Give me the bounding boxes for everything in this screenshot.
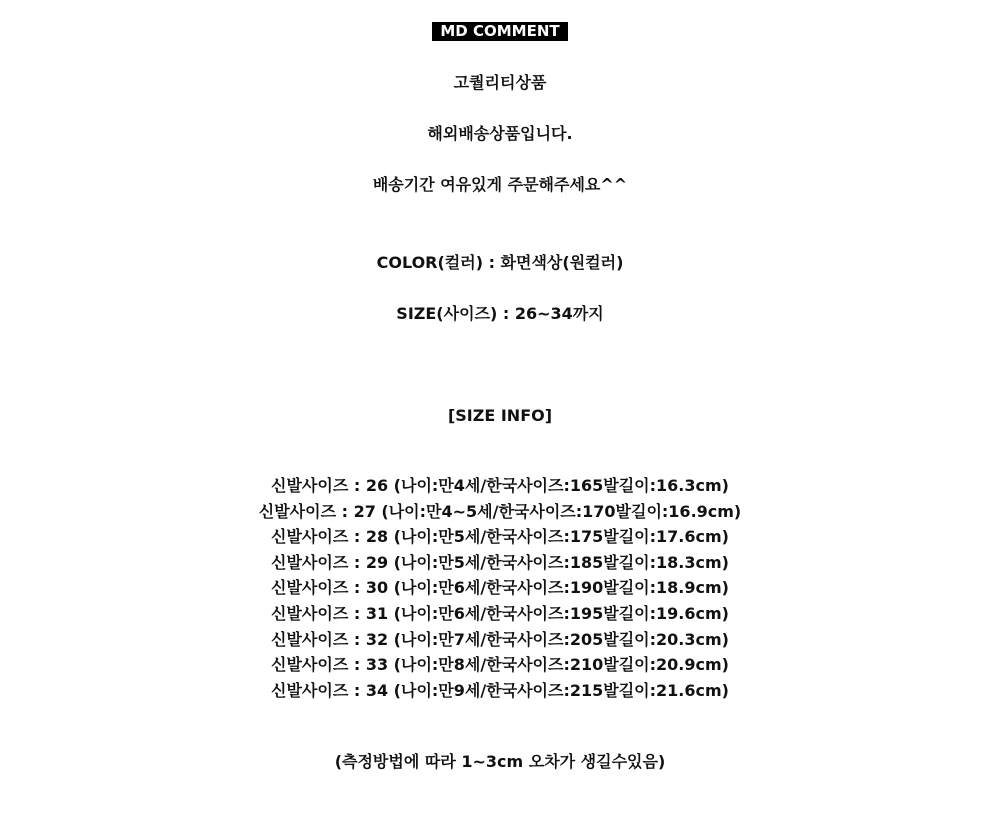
md-comment-badge: MD COMMENT — [432, 22, 568, 41]
size-row-30: 신발사이즈 : 30 (나이:만6세/한국사이즈:190발길이:18.9cm) — [271, 578, 729, 598]
measurement-note: (측정방법에 따라 1~3cm 오차가 생길수있음) — [334, 752, 666, 771]
size-spec: SIZE(사이즈) : 26~34까지 — [396, 304, 604, 323]
size-row-33: 신발사이즈 : 33 (나이:만8세/한국사이즈:210발길이:20.9cm) — [271, 655, 729, 675]
size-info-heading: [SIZE INFO] — [447, 406, 553, 425]
color-spec: COLOR(컬러) : 화면색상(원컬러) — [376, 253, 624, 272]
intro-order-note: 배송기간 여유있게 주문해주세요^^ — [372, 175, 628, 194]
size-table — [0, 476, 1000, 706]
size-row-26: 신발사이즈 : 26 (나이:만4세/한국사이즈:165발길이:16.3cm) — [271, 476, 729, 495]
size-row-34: 신발사이즈 : 34 (나이:만9세/한국사이즈:215발길이:21.6cm) — [271, 680, 729, 700]
intro-shipping-text: 해외배송상품입니다. — [427, 124, 573, 143]
size-row-29: 신발사이즈 : 29 (나이:만5세/한국사이즈:185발길이:18.3cm) — [271, 552, 729, 572]
intro-quality-text: 고퀄리티상품 — [453, 73, 547, 92]
size-row-31: 신발사이즈 : 31 (나이:만6세/한국사이즈:195발길이:19.6cm) — [271, 603, 729, 623]
size-row-27: 신발사이즈 : 27 (나이:만4~5세/한국사이즈:170발길이:16.9cm) — [258, 501, 742, 521]
size-row-32: 신발사이즈 : 32 (나이:만7세/한국사이즈:205발길이:20.3cm) — [271, 629, 729, 649]
size-row-28: 신발사이즈 : 28 (나이:만5세/한국사이즈:175발길이:17.6cm) — [271, 527, 729, 547]
